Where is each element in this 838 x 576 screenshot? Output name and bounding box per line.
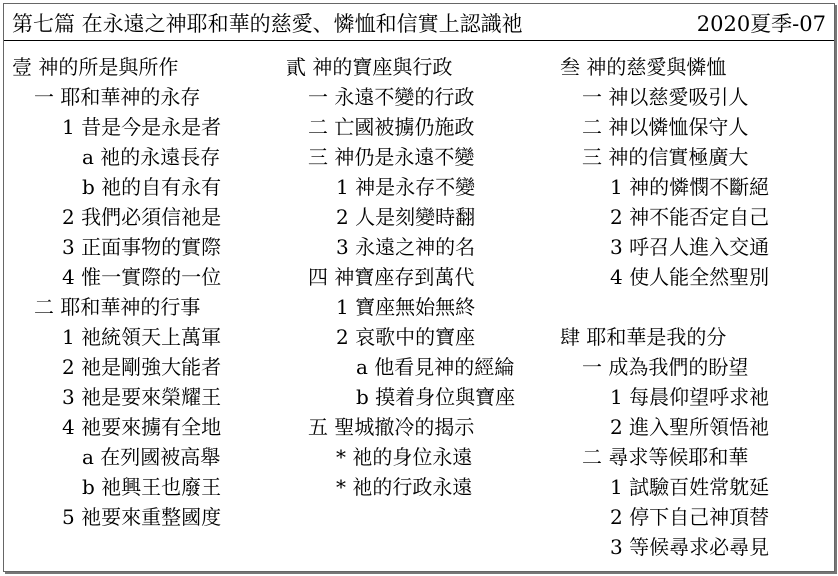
outline-column-3 [560, 52, 769, 562]
outline-subpoint: * 祂的身位永遠 [336, 445, 473, 469]
outline-point: 一 耶和華神的永存 [34, 85, 201, 109]
outline-subpoint: 2 我們必須信祂是 [62, 205, 222, 229]
outline-subpoint: 5 祂要來重整國度 [62, 505, 222, 529]
outline-subpoint: 2 人是刻變時翻 [336, 205, 476, 229]
outline-subpoint: 2 停下自己神頂替 [610, 505, 770, 529]
section-heading: 貳 神的寶座與行政 [286, 55, 453, 79]
outline-point: 一 成為我們的盼望 [582, 355, 749, 379]
outline-point: 二 亡國被擄仍施政 [308, 115, 475, 139]
outline-point: 二 神以憐恤保守人 [582, 115, 749, 139]
outline-subpoint: 3 等候尋求必尋見 [610, 535, 770, 559]
outline-subpoint: 4 祂要來擄有全地 [62, 415, 222, 439]
outline-column-1 [12, 52, 221, 532]
outline-point: 二 耶和華神的行事 [34, 295, 201, 319]
page-title: 第七篇 在永遠之神耶和華的慈愛、憐恤和信實上認識祂 [12, 12, 523, 36]
outline-card [3, 3, 835, 572]
outline-subpoint: 1 每晨仰望呼求祂 [610, 385, 770, 409]
outline-subpoint: 1 神是永存不變 [336, 175, 476, 199]
outline-subpoint: 2 進入聖所領悟祂 [610, 415, 770, 439]
outline-point: 五 聖城撤冷的揭示 [308, 415, 475, 439]
outline-subpoint: a 他看見神的經綸 [356, 355, 515, 379]
outline-subpoint: a 祂的永遠長存 [82, 145, 221, 169]
outline-subpoint: 1 昔是今是永是者 [62, 115, 222, 139]
outline-subpoint: 1 試驗百姓常躭延 [610, 475, 770, 499]
section-heading: 壹 神的所是與所作 [12, 55, 179, 79]
section-heading: 肆 耶和華是我的分 [560, 325, 727, 349]
outline-subpoint: 4 惟一實際的一位 [62, 265, 222, 289]
outline-spacer [560, 292, 769, 322]
outline-point: 一 永遠不變的行政 [308, 85, 475, 109]
outline-subpoint: 2 神不能否定自己 [610, 205, 770, 229]
outline-subpoint: 3 呼召人進入交通 [610, 235, 770, 259]
outline-point: 一 神以慈愛吸引人 [582, 85, 749, 109]
outline-subpoint: 1 神的憐憫不斷絕 [610, 175, 770, 199]
outline-point: 二 尋求等候耶和華 [582, 445, 749, 469]
outline-subpoint: 1 祂統領天上萬軍 [62, 325, 222, 349]
outline-subpoint: 1 寶座無始無終 [336, 295, 476, 319]
outline-point: 四 神寶座存到萬代 [308, 265, 475, 289]
outline-point: 三 神仍是永遠不變 [308, 145, 475, 169]
outline-subpoint: 3 祂是要來榮耀王 [62, 385, 222, 409]
outline-subpoint: 2 哀歌中的寶座 [336, 325, 476, 349]
outline-subpoint: * 祂的行政永遠 [336, 475, 473, 499]
outline-column-2 [286, 52, 515, 502]
outline-subpoint: b 摸着身位與寶座 [356, 385, 516, 409]
section-heading: 叁 神的慈愛與憐恤 [560, 55, 727, 79]
outline-point: 三 神的信實極廣大 [582, 145, 749, 169]
outline-subpoint: 2 祂是剛強大能者 [62, 355, 222, 379]
outline-subpoint: a 在列國被高舉 [82, 445, 221, 469]
outline-subpoint: b 祂的自有永有 [82, 175, 222, 199]
outline-subpoint: b 祂興王也廢王 [82, 475, 222, 499]
header-bar [4, 4, 834, 41]
outline-subpoint: 3 永遠之神的名 [336, 235, 476, 259]
outline-subpoint: 3 正面事物的實際 [62, 235, 222, 259]
session-code: 2020夏季-07 [696, 12, 826, 36]
outline-subpoint: 4 使人能全然聖別 [610, 265, 770, 289]
